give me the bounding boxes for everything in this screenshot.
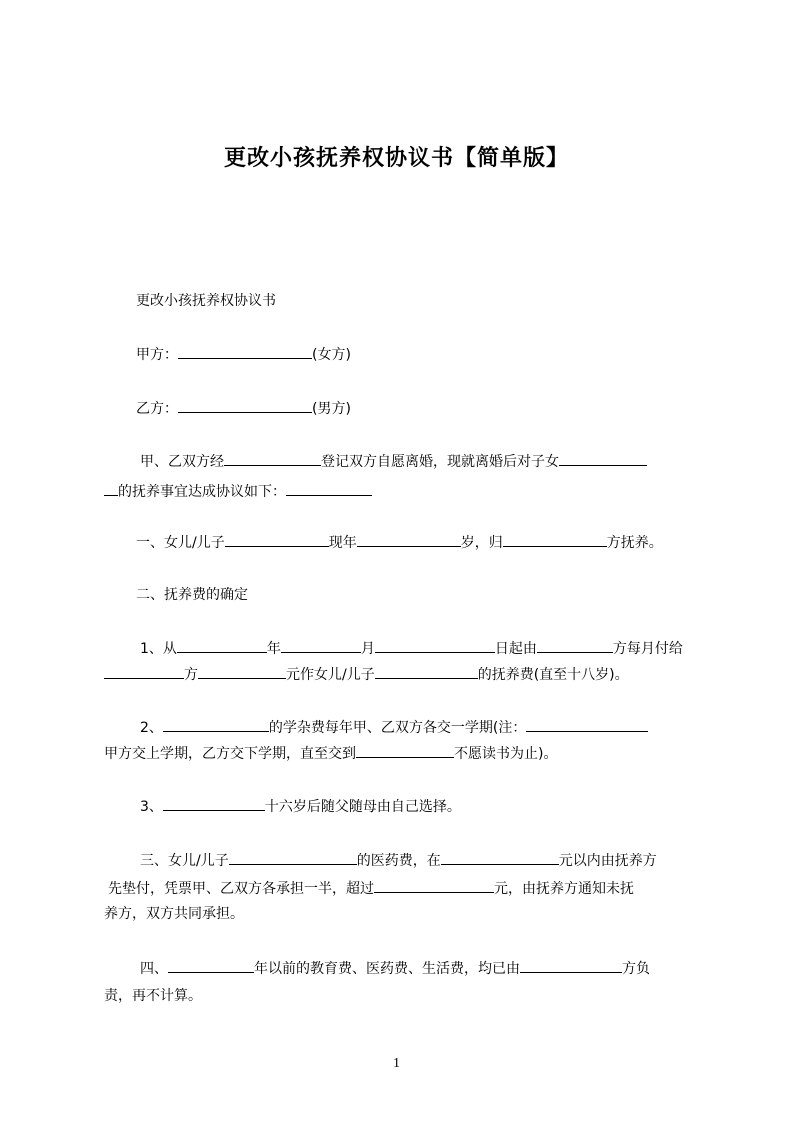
fee-1-text: 方每月付给 <box>612 641 683 657</box>
item-3-text: 元以内由抚养方 <box>558 853 657 869</box>
payee-blank[interactable] <box>104 664 184 679</box>
fee-2-text: 2、 <box>140 720 163 736</box>
custody-party-blank[interactable] <box>503 532 607 547</box>
item-3-line-1 <box>140 850 657 871</box>
item-1-text: 现年 <box>328 535 357 551</box>
child-name-blank[interactable] <box>163 796 265 811</box>
party-b-line <box>136 398 351 419</box>
fee-1-text: 月 <box>360 641 375 657</box>
fee-1-text: 日起由 <box>494 641 537 657</box>
year-blank[interactable] <box>168 958 254 973</box>
medical-excess-blank[interactable] <box>374 878 494 893</box>
start-year-blank[interactable] <box>177 638 267 653</box>
party-a-line <box>136 344 351 365</box>
item-4-line-2: 责，再不计算。 <box>104 988 202 1004</box>
fee-3-text: 3、 <box>140 799 163 815</box>
child-name-blank[interactable] <box>375 664 478 679</box>
fee-1-text: 元作女儿/儿子 <box>286 667 375 683</box>
item-1-text: 方抚养。 <box>606 535 663 551</box>
page-number: 1 <box>393 1056 400 1071</box>
item-4-text: 四、 <box>140 961 168 977</box>
fee-2-text: 甲方交上学期，乙方交下学期，直至交到 <box>104 746 356 762</box>
party-b-suffix: (男方) <box>312 401 351 417</box>
party-b-label: 乙方： <box>136 401 178 417</box>
intro-line-2 <box>104 481 372 502</box>
fee-1-text: 1、从 <box>140 641 177 657</box>
item-3-text: 先垫付，凭票甲、乙双方各承担一半，超过 <box>108 881 374 897</box>
document-title: 更改小孩抚养权协议书【简单版】 <box>223 146 569 171</box>
item-2-heading: 二、抚养费的确定 <box>136 587 248 603</box>
note-blank[interactable] <box>526 717 648 732</box>
start-month-blank[interactable] <box>281 638 361 653</box>
registration-blank[interactable] <box>224 451 321 466</box>
child-name-blank[interactable] <box>225 532 329 547</box>
child-name-blank[interactable] <box>356 743 454 758</box>
item-1-text: 一、女儿/儿子 <box>136 535 225 551</box>
fee-3-line <box>140 796 461 817</box>
start-day-blank[interactable] <box>375 638 495 653</box>
fee-2-line-1 <box>140 717 648 738</box>
agreement-blank[interactable] <box>286 481 372 496</box>
fee-3-text: 十六岁后随父随母由自己选择。 <box>264 799 461 815</box>
item-1-line <box>136 532 663 553</box>
fee-1-text: 方 <box>184 667 198 683</box>
item-3-line-2 <box>108 878 634 899</box>
fee-2-text: 不愿读书为止)。 <box>454 746 558 762</box>
party-a-label: 甲方： <box>136 347 178 363</box>
intro-text: 的抚养事宜达成协议如下： <box>118 484 286 500</box>
item-3-line-3: 养方，双方共同承担。 <box>104 906 244 922</box>
intro-text: 登记双方自愿离婚，现就离婚后对子女 <box>321 454 559 470</box>
fee-1-line-1 <box>140 638 683 659</box>
party-b-blank[interactable] <box>178 398 312 413</box>
intro-text: 甲、乙双方经 <box>140 454 224 470</box>
item-4-text: 方负 <box>622 961 650 977</box>
child-name-blank[interactable] <box>229 850 357 865</box>
amount-blank[interactable] <box>198 664 286 679</box>
party-a-blank[interactable] <box>178 344 312 359</box>
fee-2-text: 的学杂费每年甲、乙双方各交一学期(注： <box>268 720 527 736</box>
payer-blank[interactable] <box>537 638 613 653</box>
medical-limit-blank[interactable] <box>441 850 559 865</box>
intro-line-1 <box>140 451 647 472</box>
responsible-party-blank[interactable] <box>520 958 622 973</box>
fee-1-text: 的抚养费(直至十八岁)。 <box>477 667 629 683</box>
child-age-blank[interactable] <box>357 532 461 547</box>
fee-2-line-2 <box>104 743 557 764</box>
item-4-line-1 <box>140 958 650 979</box>
fee-1-text: 年 <box>266 641 281 657</box>
agreement-heading: 更改小孩抚养权协议书 <box>136 293 276 309</box>
item-3-text: 元，由抚养方通知未抚 <box>494 881 634 897</box>
party-a-suffix: (女方) <box>312 347 351 363</box>
fee-1-line-2 <box>104 664 629 685</box>
item-1-text: 岁，归 <box>460 535 503 551</box>
children-blank-cont[interactable] <box>104 481 118 496</box>
children-blank[interactable] <box>559 451 647 466</box>
item-3-text: 的医药费，在 <box>356 853 441 869</box>
item-3-text: 三、女儿/儿子 <box>140 853 229 869</box>
item-4-text: 年以前的教育费、医药费、生活费，均已由 <box>254 961 520 977</box>
child-name-blank[interactable] <box>163 717 269 732</box>
